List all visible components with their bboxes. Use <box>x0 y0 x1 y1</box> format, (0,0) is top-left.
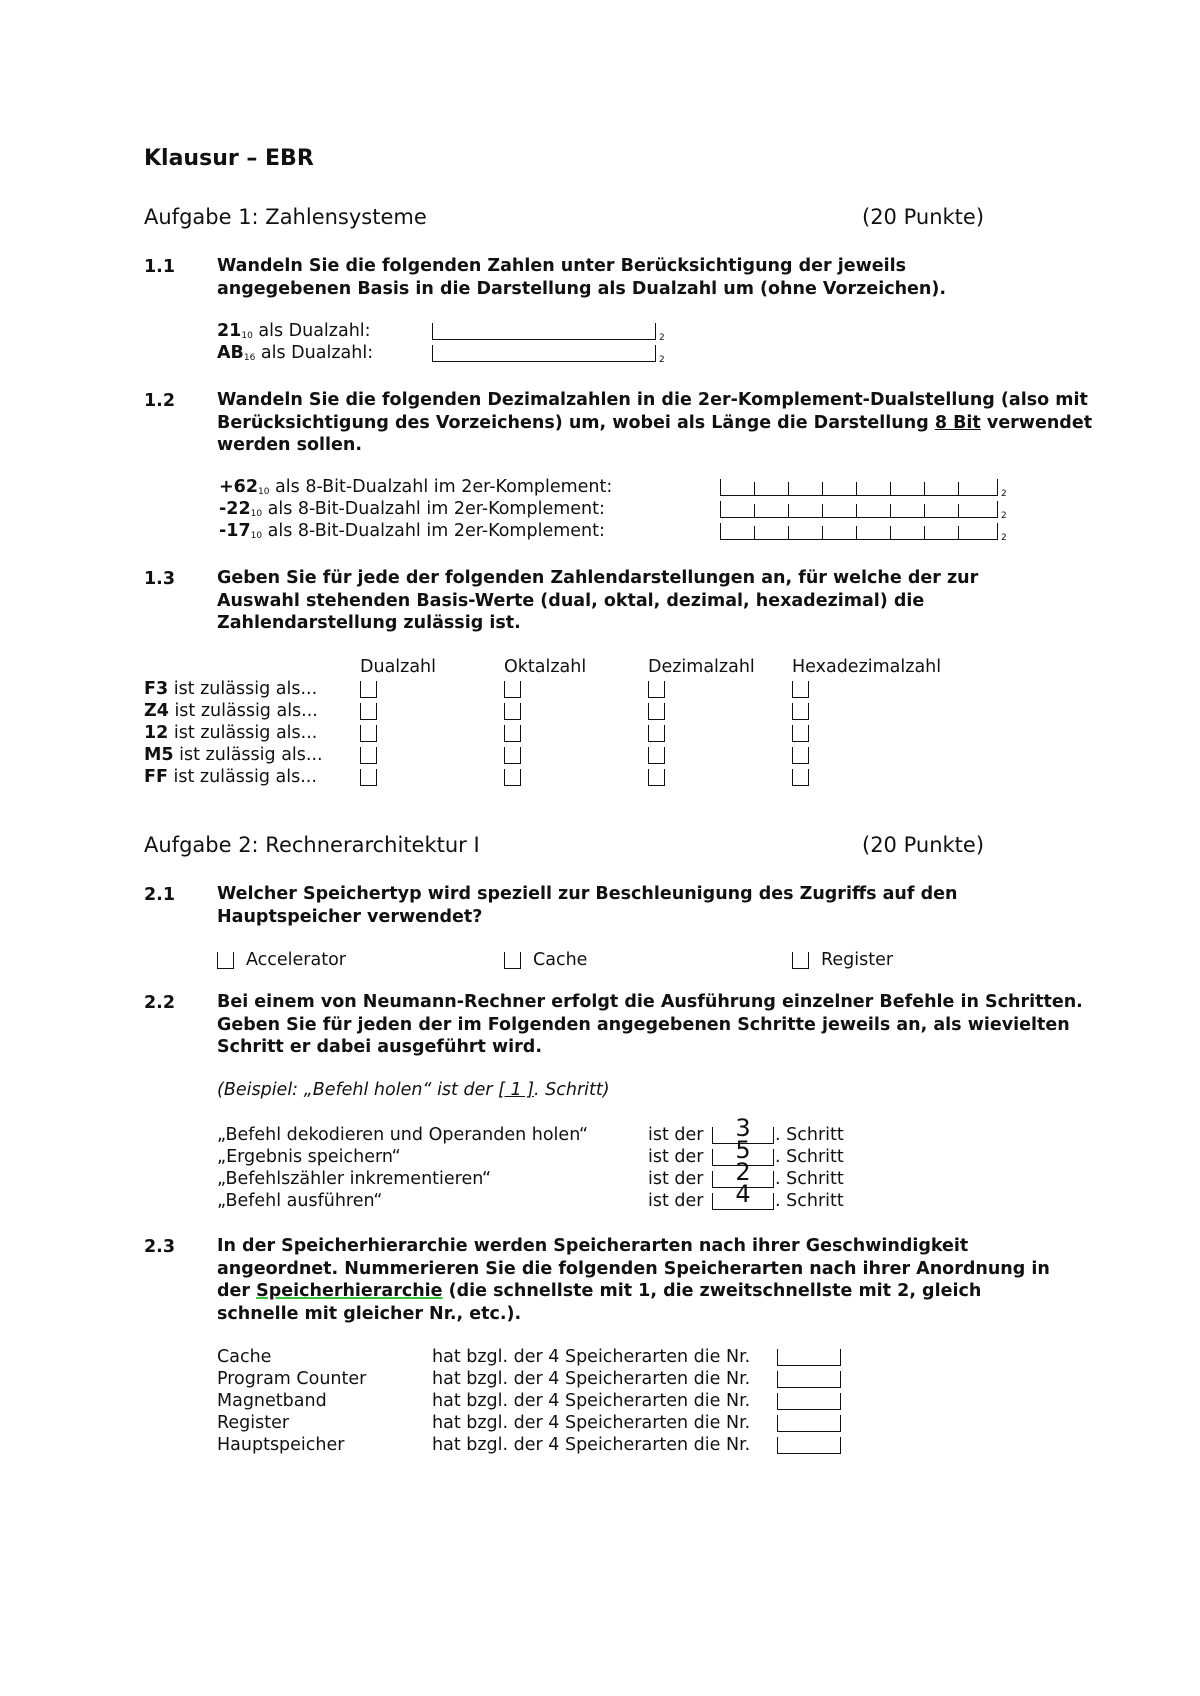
q23-text: In der Speicherhierarchie werden Speicherarten nach ihrer Geschwindigkeit angeordnet. Nummerieren Sie die folgenden Speicherarten nach ihrer Anordnung in der Speicherhierarchie (die schnellste mit 1, die zweitschnellste mit 2, gleich schnelle mit gleicher Nr., etc.). <box>217 1236 1050 1324</box>
q13-checkbox[interactable] <box>504 747 521 764</box>
q21-text: Welcher Speichertyp wird speziell zur Beschleunigung des Zugriffs auf den Hauptspeicher verwendet? <box>217 884 958 927</box>
q13-checkbox[interactable] <box>648 681 665 698</box>
bit-divider <box>890 504 891 517</box>
q22-step-label: „Befehl ausführen“ <box>217 1191 383 1211</box>
bit-divider <box>924 504 925 517</box>
q11-row-label: $21_{10}$ als Dualzahl: <box>217 321 371 341</box>
q23-label: hat bzgl. der 4 Speicherarten die Nr. <box>432 1347 751 1367</box>
q13-checkbox[interactable] <box>504 725 521 742</box>
q11-number: 1.1 <box>144 257 176 277</box>
q23-label: hat bzgl. der 4 Speicherarten die Nr. <box>432 1391 751 1411</box>
q13-checkbox[interactable] <box>792 703 809 720</box>
q23-memory-type: Magnetband <box>217 1391 327 1411</box>
q22-handwritten-answer: 2 <box>735 1158 751 1186</box>
q13-checkbox[interactable] <box>360 747 377 764</box>
bit-divider <box>754 526 755 539</box>
q13-checkbox[interactable] <box>792 725 809 742</box>
q13-checkbox[interactable] <box>504 681 521 698</box>
base-suffix: 2 <box>1001 489 1007 499</box>
q12-row-label: $-22_{10}$ als 8-Bit-Dualzahl im 2er-Komplement: <box>219 499 605 519</box>
base-suffix: 2 <box>1001 511 1007 521</box>
q12-text: Wandeln Sie die folgenden Dezimalzahlen in die 2er-Komplement-Dualstellung (also mit Berücksichtigung des Vorzeichens) um, wobei als Länge die Darstellung 8 Bit verwendet werden sollen. <box>217 390 1093 455</box>
q13-row-label: 12 ist zulässig als... <box>144 723 318 743</box>
bit-divider <box>754 482 755 495</box>
bit-divider <box>924 482 925 495</box>
q21-option-label: Accelerator <box>246 950 346 970</box>
q22-suffix: . Schritt <box>775 1191 844 1211</box>
q23-answer-box[interactable] <box>777 1393 841 1410</box>
q23-memory-type: Hauptspeicher <box>217 1435 345 1455</box>
q12-row-label: $+62_{10}$ als 8-Bit-Dualzahl im 2er-Komplement: <box>219 477 613 497</box>
base-suffix: 2 <box>1001 533 1007 543</box>
q21-number: 2.1 <box>144 885 176 905</box>
q13-checkbox[interactable] <box>792 769 809 786</box>
q13-column-header: Dezimalzahl <box>648 657 755 677</box>
q11-text: Wandeln Sie die folgenden Zahlen unter Berücksichtigung der jeweils angegebenen Basis in die Darstellung als Dualzahl um (ohne Vorzeichen). <box>217 256 947 299</box>
q11-row-label: $AB_{16}$ als Dualzahl: <box>217 343 374 363</box>
q23-memory-type: Register <box>217 1413 290 1433</box>
q11-answer-box[interactable] <box>432 345 656 362</box>
q22-handwritten-answer: 4 <box>735 1180 751 1208</box>
bit-divider <box>754 504 755 517</box>
q13-checkbox[interactable] <box>792 681 809 698</box>
q21-option-label: Register <box>821 950 894 970</box>
bit-divider <box>890 482 891 495</box>
page-title: Klausur – EBR <box>144 146 314 171</box>
q12-number: 1.2 <box>144 391 176 411</box>
q12-bit-box[interactable] <box>720 501 998 518</box>
q22-example: (Beispiel: „Befehl holen“ ist der [ 1 ]. Schritt) <box>217 1080 610 1100</box>
q22-step-label: „Befehl dekodieren und Operanden holen“ <box>217 1125 589 1145</box>
bit-divider <box>958 482 959 495</box>
q13-row-label: M5 ist zulässig als... <box>144 745 323 765</box>
q22-prefix: ist der <box>648 1147 704 1167</box>
q13-column-header: Hexadezimalzahl <box>792 657 942 677</box>
bit-divider <box>788 504 789 517</box>
q23-answer-box[interactable] <box>777 1349 841 1366</box>
q13-row-label: F3 ist zulässig als... <box>144 679 318 699</box>
q23-label: hat bzgl. der 4 Speicherarten die Nr. <box>432 1435 751 1455</box>
bit-divider <box>788 526 789 539</box>
q21-option-checkbox[interactable] <box>792 952 809 969</box>
q23-memory-type: Cache <box>217 1347 272 1367</box>
q21-option-checkbox[interactable] <box>504 952 521 969</box>
task1-heading: Aufgabe 1: Zahlensysteme <box>144 205 427 229</box>
q22-suffix: . Schritt <box>775 1169 844 1189</box>
q22-prefix: ist der <box>648 1191 704 1211</box>
q13-checkbox[interactable] <box>360 725 377 742</box>
q22-handwritten-answer: 3 <box>735 1114 751 1142</box>
q13-row-label: FF ist zulässig als... <box>144 767 317 787</box>
q23-label: hat bzgl. der 4 Speicherarten die Nr. <box>432 1413 751 1433</box>
task2-points: (20 Punkte) <box>862 833 985 857</box>
bit-divider <box>856 526 857 539</box>
q23-memory-type: Program Counter <box>217 1369 367 1389</box>
q23-label: hat bzgl. der 4 Speicherarten die Nr. <box>432 1369 751 1389</box>
q13-column-header: Dualzahl <box>360 657 437 677</box>
bit-divider <box>822 504 823 517</box>
q22-answer-box[interactable] <box>712 1180 774 1210</box>
q23-answer-box[interactable] <box>777 1437 841 1454</box>
q12-row-label: $-17_{10}$ als 8-Bit-Dualzahl im 2er-Komplement: <box>219 521 605 541</box>
q13-checkbox[interactable] <box>648 703 665 720</box>
q21-option-label: Cache <box>533 950 588 970</box>
q13-text: Geben Sie für jede der folgenden Zahlendarstellungen an, für welche der zur Auswahl stehenden Basis-Werte (dual, oktal, dezimal, hexadezimal) die Zahlendarstellung zulässig ist. <box>217 568 979 633</box>
bit-divider <box>958 504 959 517</box>
bit-divider <box>822 482 823 495</box>
bit-divider <box>856 482 857 495</box>
q13-checkbox[interactable] <box>360 681 377 698</box>
q22-step-label: „Ergebnis speichern“ <box>217 1147 401 1167</box>
bit-divider <box>958 526 959 539</box>
q21-option-checkbox[interactable] <box>217 952 234 969</box>
q12-bit-box[interactable] <box>720 479 998 496</box>
q13-row-label: Z4 ist zulässig als... <box>144 701 318 721</box>
q13-checkbox[interactable] <box>360 703 377 720</box>
q22-handwritten-answer: 5 <box>735 1136 751 1164</box>
q13-checkbox[interactable] <box>648 769 665 786</box>
q23-number: 2.3 <box>144 1237 176 1257</box>
q22-number: 2.2 <box>144 993 176 1013</box>
q22-step-label: „Befehlszähler inkrementieren“ <box>217 1169 492 1189</box>
q13-checkbox[interactable] <box>792 747 809 764</box>
task2-heading: Aufgabe 2: Rechnerarchitektur I <box>144 833 480 857</box>
q13-checkbox[interactable] <box>360 769 377 786</box>
q22-prefix: ist der <box>648 1169 704 1189</box>
q11-answer-box[interactable] <box>432 323 656 340</box>
q22-prefix: ist der <box>648 1125 704 1145</box>
base-suffix: 2 <box>659 333 665 343</box>
base-suffix: 2 <box>659 355 665 365</box>
bit-divider <box>822 526 823 539</box>
q23-answer-box[interactable] <box>777 1415 841 1432</box>
q13-checkbox[interactable] <box>648 747 665 764</box>
q13-checkbox[interactable] <box>504 769 521 786</box>
bit-divider <box>856 504 857 517</box>
bit-divider <box>890 526 891 539</box>
q22-suffix: . Schritt <box>775 1147 844 1167</box>
bit-divider <box>788 482 789 495</box>
q23-answer-box[interactable] <box>777 1371 841 1388</box>
bit-divider <box>924 526 925 539</box>
q13-checkbox[interactable] <box>504 703 521 720</box>
task1-points: (20 Punkte) <box>862 205 985 229</box>
q22-suffix: . Schritt <box>775 1125 844 1145</box>
q12-bit-box[interactable] <box>720 523 998 540</box>
q22-text: Bei einem von Neumann-Rechner erfolgt die Ausführung einzelner Befehle in Schritten. Geben Sie für jeden der im Folgenden angegebenen Schritte jeweils an, als wievielten Schritt er dabei ausgeführt wird. <box>217 992 1083 1057</box>
q13-column-header: Oktalzahl <box>504 657 587 677</box>
q13-number: 1.3 <box>144 569 176 589</box>
q13-checkbox[interactable] <box>648 725 665 742</box>
